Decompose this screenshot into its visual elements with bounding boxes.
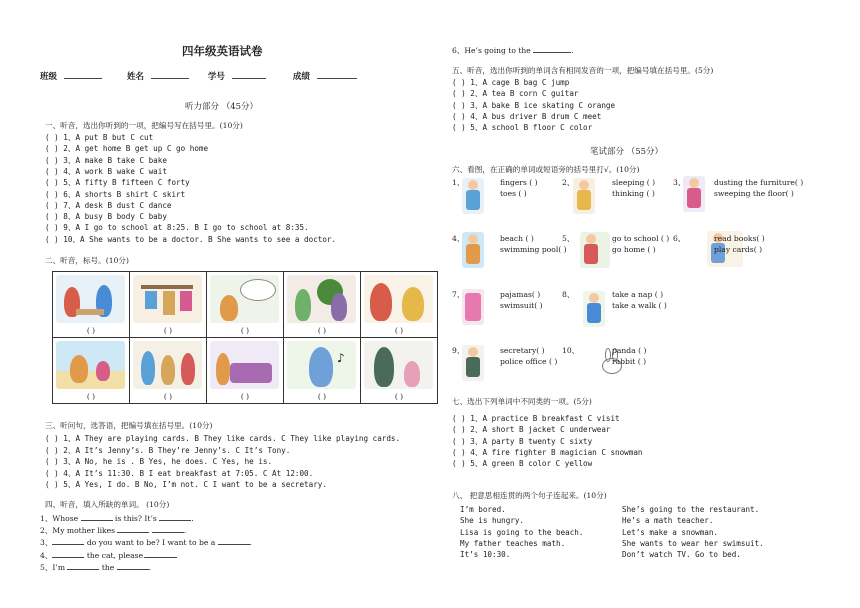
- girl-boy-scene-icon: [364, 275, 433, 323]
- s1-item: ( ) 7、A desk B dust C dance: [45, 200, 172, 210]
- picture-cell: [130, 338, 207, 404]
- s8-right-sentence: She’s going to the restaurant.: [622, 505, 760, 514]
- s4-text: .: [191, 514, 194, 523]
- s3-item: ( ) 4、A It’s 11:30. B I eat breakfast at 7:05. C At 12:00.: [45, 468, 314, 478]
- s1-item: ( ) 3、A make B take C bake: [45, 155, 167, 165]
- s4-item: [40, 524, 186, 535]
- s4-item: [40, 549, 177, 560]
- s6-option[interactable]: take a nap ( ): [612, 290, 664, 299]
- s6-option[interactable]: swimsuit( ): [500, 301, 543, 310]
- s3-item: ( ) 2、A It’s Jenny’s. B They’re Jenny’s. C It’s Tony.: [45, 445, 291, 455]
- picture-cell: [130, 272, 207, 338]
- picture-cell: [53, 272, 130, 338]
- s1-item: ( ) 10、A She wants to be a doctor. B She wants to see a doctor.: [45, 234, 337, 244]
- s1-item: ( ) 9、A I go to school at 8:25. B I go to school at 8:35.: [45, 223, 309, 233]
- s6-number: 5、: [562, 234, 575, 243]
- s5-item: ( ) 4、A bus driver B drum C meet: [452, 111, 602, 121]
- picture-grid: [52, 271, 438, 404]
- s6-number: 2、: [562, 178, 575, 187]
- s6-option[interactable]: read books( ): [714, 234, 765, 243]
- s6-number: 1、: [452, 178, 465, 187]
- score-blank[interactable]: [317, 70, 357, 79]
- secretary-icon: [462, 345, 484, 381]
- answer-paren[interactable]: ( ): [394, 326, 404, 335]
- picture-cell: [284, 338, 361, 404]
- s4-text: 4、: [40, 550, 53, 560]
- s4-text: .: [249, 538, 253, 548]
- fill-blank[interactable]: [81, 512, 113, 521]
- s2-heading: 二、听音，标号。(10分): [45, 256, 129, 265]
- children-scene-icon: [133, 341, 202, 389]
- s1-item: ( ) 1、A put B but C cut: [45, 133, 154, 142]
- picture-cell: [284, 272, 361, 338]
- s6-number: 9、: [452, 346, 465, 355]
- s4-text: .: [183, 526, 187, 536]
- fill-blank[interactable]: [218, 536, 253, 548]
- s8-left-sentence: Lisa is going to the beach.: [460, 527, 584, 537]
- picture-cell: [207, 272, 284, 338]
- s6-option[interactable]: go to school ( ): [612, 234, 670, 243]
- music-scene-icon: ♪: [287, 341, 356, 389]
- s6-number: 3、: [673, 178, 686, 187]
- beach-scene-icon: [56, 341, 125, 389]
- answer-paren[interactable]: ( ): [317, 326, 327, 335]
- s5-item: ( ) 1、A cage B bag C jump: [452, 78, 570, 87]
- thinking-scene-icon: [210, 275, 279, 323]
- s8-heading: 八、 把意思相连贯的两个句子连起来。(10分): [452, 491, 607, 500]
- s8-left-sentence: She is hungry.: [460, 516, 525, 526]
- s6-option[interactable]: police office ( ): [500, 357, 558, 366]
- s7-heading: 七、选出下列单词中不同类的一项。(5分): [452, 397, 592, 406]
- s8-right-sentence: Let’s make a snowman.: [622, 527, 719, 537]
- fill-blank[interactable]: [152, 524, 187, 536]
- answer-paren[interactable]: ( ): [394, 392, 404, 401]
- class-label: 班级: [40, 72, 58, 82]
- answer-paren[interactable]: ( ): [240, 392, 250, 401]
- s4-text: 5、I’m: [40, 562, 68, 572]
- s5-item: ( ) 3、A bake B ice skating C orange: [452, 100, 616, 110]
- s5-item: ( ) 5、A school B floor C color: [452, 123, 593, 133]
- s1-item: ( ) 8、A busy B body C baby: [45, 212, 167, 222]
- class-blank[interactable]: [64, 70, 102, 79]
- s6-number: 4、: [452, 234, 465, 243]
- s7-item: ( ) 1、A practice B breakfast C visit: [452, 414, 620, 423]
- s6-number: 10、: [562, 346, 580, 355]
- fill-blank[interactable]: [117, 524, 149, 533]
- s4-text: 1、Whose: [40, 514, 81, 523]
- s8-right-sentence: She wants to wear her swimsuit.: [622, 538, 764, 548]
- s6-option[interactable]: rabbit ( ): [612, 357, 647, 366]
- answer-paren[interactable]: ( ): [240, 326, 250, 335]
- s4-heading: 四、听音，填入所缺的单词。 (10分): [45, 500, 170, 509]
- s7-item: ( ) 3、A party B twenty C sixty: [452, 436, 593, 446]
- s8-left-sentence: I’m bored.: [460, 505, 506, 514]
- picture-cell: [361, 272, 438, 338]
- s6-option[interactable]: take a walk ( ): [612, 301, 667, 310]
- score-label: 成绩: [292, 72, 310, 82]
- girl-dusting-icon: [683, 176, 705, 212]
- s6-option[interactable]: go home ( ): [612, 245, 656, 254]
- s5-item: ( ) 2、A tea B corn C guitar: [452, 89, 579, 99]
- s1-heading: 一、听音，选出你听到的一项，把编号写在括号里。(10分): [45, 121, 243, 130]
- s6-number: 6、: [673, 234, 686, 243]
- s6-option[interactable]: beach ( ): [500, 234, 534, 243]
- answer-paren[interactable]: ( ): [86, 326, 96, 335]
- info-line: [40, 70, 357, 82]
- written-title: 笔试部分 （55分）: [590, 147, 664, 157]
- boy-walking-icon: [583, 291, 605, 327]
- s3-item: ( ) 3、A No, he is . B Yes, he does. C Yes, he is.: [45, 457, 273, 466]
- s7-item: ( ) 2、A short B jacket C underwear: [452, 425, 611, 435]
- page-title: 四年级英语试卷: [182, 44, 263, 58]
- s4-item: [40, 536, 252, 547]
- answer-paren[interactable]: ( ): [163, 392, 173, 401]
- s4-text: is this? It’s: [112, 514, 160, 523]
- s8-right-sentence: He’s a math teacher.: [622, 516, 714, 526]
- s3-item: ( ) 5、A Yes, I do. B No, I’m not. C I want to be a secretary.: [45, 480, 327, 489]
- s1-item: ( ) 6、A shorts B shirt C skirt: [45, 189, 186, 199]
- shorts-scene-icon: [133, 275, 202, 323]
- answer-paren[interactable]: ( ): [317, 392, 327, 401]
- fill-blank[interactable]: [52, 549, 84, 558]
- s6-option[interactable]: fingers ( ): [500, 178, 538, 187]
- s6-option[interactable]: pajamas( ): [500, 290, 541, 299]
- s4-text: do you want to be? I want to be a: [84, 538, 218, 548]
- number-label: 学号: [207, 72, 225, 82]
- s6-heading: 六、看图，在正确的单词或短语旁的括号里打√。(10分): [452, 165, 640, 174]
- s1-item: ( ) 2、A get home B get up C go home: [45, 144, 209, 154]
- picture-cell: [53, 338, 130, 404]
- s6-option[interactable]: dusting the furniture( ): [714, 178, 804, 187]
- s6-number: 7、: [452, 290, 465, 299]
- doctor-scene-icon: [287, 275, 356, 323]
- s6-option[interactable]: secretary( ): [500, 346, 545, 355]
- police-scene-icon: [364, 341, 433, 389]
- s6-number: 8、: [562, 290, 575, 299]
- s6-option[interactable]: panda ( ): [612, 346, 647, 355]
- s4-text: the cat, please.: [84, 550, 146, 560]
- s4-text: 2、My mother likes: [40, 526, 118, 536]
- pajamas-icon: [462, 289, 484, 325]
- beach-icon: [462, 232, 484, 268]
- s6-option[interactable]: thinking ( ): [612, 189, 655, 198]
- answer-paren[interactable]: ( ): [163, 326, 173, 335]
- school-icon: [580, 232, 610, 268]
- fill-blank[interactable]: [52, 536, 84, 545]
- fill-blank[interactable]: [145, 549, 177, 558]
- s6-option[interactable]: sweeping the floor( ): [714, 189, 794, 198]
- fill-blank[interactable]: [159, 512, 194, 523]
- picture-cell: [361, 338, 438, 404]
- s8-left-sentence: It’s 10:30.: [460, 550, 511, 560]
- boy-fingers-icon: [462, 178, 484, 214]
- s8-left-sentence: My father teaches math.: [460, 538, 566, 548]
- girl-sleeping-icon: [573, 178, 595, 214]
- s4-text: .: [148, 562, 152, 572]
- s1-item: ( ) 4、A work B wake C wait: [45, 166, 167, 176]
- s4-text: the: [99, 562, 117, 572]
- s4-item: [40, 561, 151, 572]
- s6-option[interactable]: play cards( ): [714, 245, 763, 254]
- number-blank[interactable]: [232, 70, 266, 79]
- s4-item-6: 6、He’s going to the .: [452, 46, 574, 55]
- cards-scene-icon: [56, 275, 125, 323]
- name-label: 姓名: [126, 72, 144, 82]
- s7-item: ( ) 4、A fire fighter B magician C snowman: [452, 447, 643, 457]
- s5-heading: 五、听音，选出你听到的单词含有相同发音的一项，把编号填在括号里。(5分): [452, 66, 714, 75]
- s8-right-sentence: Don’t watch TV. Go to bed.: [622, 550, 741, 560]
- s7-item: ( ) 5、A green B color C yellow: [452, 459, 593, 469]
- s6-option[interactable]: sleeping ( ): [612, 178, 656, 187]
- sofa-scene-icon: [210, 341, 279, 389]
- s4-text: 3、: [40, 538, 53, 548]
- s4-item: [40, 512, 194, 523]
- fill-blank[interactable]: [67, 561, 99, 570]
- answer-paren[interactable]: ( ): [86, 392, 96, 401]
- s3-item: ( ) 1、A They are playing cards. B They like cards. C They like playing cards.: [45, 434, 401, 443]
- name-blank[interactable]: [151, 70, 189, 79]
- fill-blank[interactable]: [533, 44, 571, 53]
- fill-blank[interactable]: [117, 561, 152, 572]
- picture-cell: [207, 338, 284, 404]
- s6-option[interactable]: toes ( ): [500, 189, 527, 198]
- listening-title: 听力部分 （45分）: [185, 102, 259, 112]
- s3-heading: 三、听问句，选答语，把编号填在括号里。(10分): [45, 421, 213, 430]
- s6-option[interactable]: swimming pool( ): [500, 245, 567, 254]
- s1-item: ( ) 5、A fifty B fifteen C forty: [45, 178, 190, 188]
